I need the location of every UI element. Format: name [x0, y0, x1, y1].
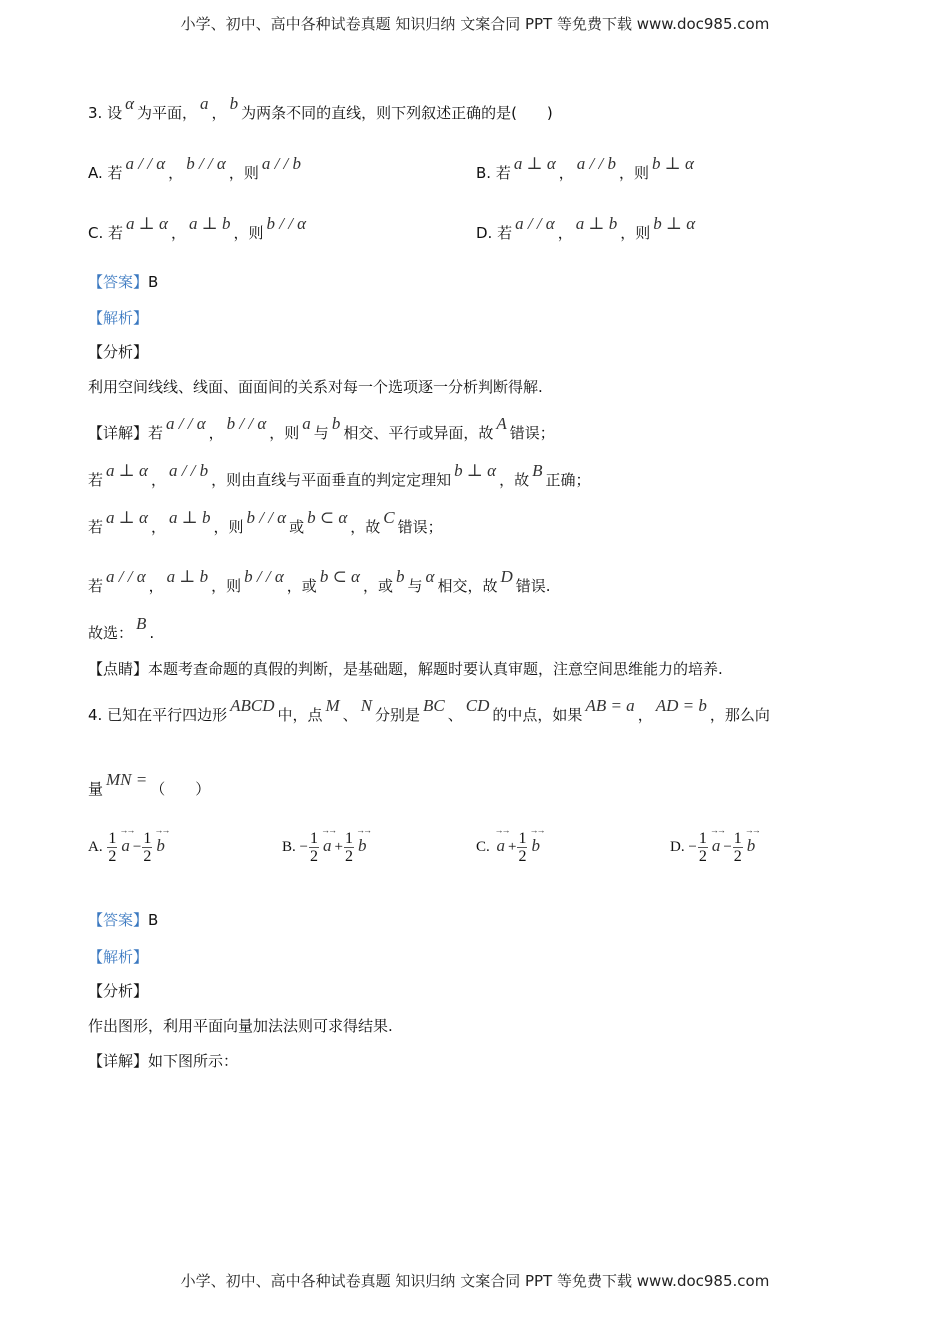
text-run: 、: [447, 706, 463, 724]
math-expression: b: [229, 94, 239, 113]
text-run: C.: [476, 838, 494, 855]
math-expression: a ⊥ b: [166, 567, 209, 586]
text-run: （ ）: [150, 780, 211, 798]
text-run: ，则: [269, 424, 300, 442]
fraction-numerator: 1: [733, 830, 742, 847]
text-line: [88, 377, 543, 397]
text-run: ，: [150, 471, 166, 489]
math-expression: B: [532, 461, 543, 480]
math-expression: b / / α: [244, 567, 284, 586]
text-run: 【详解】如下图所示：: [88, 1052, 239, 1070]
math-expression: b ⊥ α: [653, 214, 696, 233]
math-expression: a / / α: [166, 414, 206, 433]
vector-symbol: →→ a: [712, 836, 721, 855]
fraction: [344, 830, 354, 865]
math-expression: a: [200, 94, 209, 113]
math-expression: a / / b: [168, 461, 209, 480]
text-line: [88, 508, 443, 537]
math-expression: a: [302, 414, 311, 433]
text-run: 的中点，如果: [492, 706, 583, 724]
text-run: 中，点: [277, 706, 323, 724]
text-run: C. 若: [88, 224, 124, 242]
text-line: [88, 981, 148, 1001]
math-expression: ABCD: [230, 696, 275, 715]
math-expression: b ⊂ α: [319, 567, 360, 586]
text-run: A.: [88, 838, 107, 855]
choice-option: [88, 154, 304, 183]
fraction-denominator: 2: [698, 848, 707, 865]
text-line: [88, 308, 148, 328]
text-run: 【详解】若: [88, 424, 164, 442]
text-run: 利用空间线线、线面、面面间的关系对每一个选项逐一分析判断得解.: [88, 378, 543, 396]
math-expression: a / / α: [125, 154, 166, 173]
fraction-numerator: 1: [698, 830, 707, 847]
text-run: 作出图形，利用平面向量加法法则可求得结果.: [88, 1017, 393, 1035]
math-expression: α: [125, 94, 135, 113]
math-expression: AD = b: [655, 696, 707, 715]
choice-option: [476, 214, 698, 243]
math-expression: a / / b: [576, 154, 616, 173]
text-run: ，则: [213, 518, 244, 536]
fraction: [733, 830, 743, 865]
text-run: B.: [282, 838, 300, 855]
text-run: ，那么向: [709, 706, 770, 724]
text-line: [88, 342, 148, 362]
text-run: 相交、平行或异面，故: [343, 424, 494, 442]
choice-option: [282, 830, 369, 865]
fraction-denominator: 2: [143, 848, 152, 865]
math-expression: D: [500, 567, 513, 586]
text-run: 【分析】: [88, 982, 149, 1000]
math-expression: a ⊥ α: [513, 154, 556, 173]
fraction-numerator: 1: [309, 830, 318, 847]
text-line: [88, 414, 555, 443]
text-run: B: [148, 911, 159, 929]
section-label: 【答案】: [88, 911, 149, 929]
fraction-numerator: 1: [143, 830, 152, 847]
choice-option: [670, 830, 758, 865]
math-expression: b / / α: [186, 154, 226, 173]
fraction-numerator: 1: [518, 830, 527, 847]
math-expression: b: [331, 414, 341, 433]
text-run: B: [148, 273, 159, 291]
vector-symbol: →→ a: [121, 836, 130, 855]
text-run: ，: [558, 164, 574, 182]
math-expression: a ⊥ b: [575, 214, 618, 233]
math-expression: M: [325, 696, 340, 715]
text-run: 故选：: [88, 624, 134, 642]
section-label: 【解析】: [88, 309, 149, 327]
fraction-denominator: 2: [309, 848, 318, 865]
math-operator: −: [723, 838, 732, 855]
math-expression: a ⊥ α: [106, 461, 148, 480]
math-expression: b ⊂ α: [307, 508, 348, 527]
text-run: 正确；: [545, 471, 591, 489]
text-line: [88, 947, 148, 967]
text-run: ，: [208, 424, 224, 442]
fraction-numerator: 1: [108, 830, 117, 847]
vector-symbol: →→ b: [156, 836, 165, 855]
text-run: ，故: [350, 518, 381, 536]
section-label: 【解析】: [88, 948, 149, 966]
text-run: ，或: [286, 577, 317, 595]
vector-symbol: →→ b: [358, 836, 367, 855]
math-expression: A: [496, 414, 507, 433]
math-expression: MN =: [106, 770, 148, 789]
math-expression: b ⊥ α: [454, 461, 497, 480]
text-line: [88, 1051, 238, 1071]
text-run: 与: [407, 577, 423, 595]
fraction: [309, 830, 319, 865]
text-run: 为两条不同的直线，则下列叙述正确的是( ): [241, 104, 553, 122]
text-run: ，: [148, 577, 164, 595]
text-run: ，: [168, 164, 184, 182]
section-label: 【答案】: [88, 273, 149, 291]
math-expression: a / / α: [515, 214, 555, 233]
vector-symbol: →→ b: [531, 836, 540, 855]
text-line: [88, 461, 591, 490]
choice-option: [88, 830, 168, 865]
text-line: [88, 614, 155, 643]
text-run: 分别是: [375, 706, 421, 724]
fraction-numerator: 1: [344, 830, 353, 847]
math-operator: −: [299, 838, 308, 855]
text-run: 错误；: [509, 424, 555, 442]
text-line: [88, 910, 158, 930]
math-expression: a ⊥ b: [168, 508, 211, 527]
math-expression: b / / α: [226, 414, 267, 433]
math-expression: CD: [465, 696, 490, 715]
fraction-denominator: 2: [518, 848, 527, 865]
text-run: ，: [211, 104, 227, 122]
text-run: ，则: [228, 164, 259, 182]
text-run: ，则: [211, 577, 242, 595]
fraction: [698, 830, 708, 865]
math-expression: C: [383, 508, 395, 527]
math-operator: +: [508, 838, 517, 855]
math-expression: a ⊥ α: [126, 214, 168, 233]
text-run: ，则: [618, 164, 649, 182]
vector-symbol: →→ a: [497, 836, 506, 855]
math-expression: N: [360, 696, 373, 715]
text-line: [88, 659, 723, 679]
math-expression: α: [425, 567, 435, 586]
text-run: ，故: [499, 471, 530, 489]
text-run: 若: [88, 518, 104, 536]
text-run: 量: [88, 780, 104, 798]
text-run: 4. 已知在平行四边形: [88, 706, 228, 724]
math-expression: b ⊥ α: [651, 154, 694, 173]
text-line: [88, 770, 211, 799]
text-run: B. 若: [476, 164, 511, 182]
text-run: 若: [88, 471, 104, 489]
page-header: 小学、初中、高中各种试卷真题 知识归纳 文案合同 PPT 等免费下载 www.doc985.com: [180, 15, 770, 33]
text-line: [88, 567, 551, 596]
math-operator: −: [132, 838, 142, 855]
fraction-denominator: 2: [733, 848, 742, 865]
text-line: [88, 94, 553, 123]
math-operator: +: [334, 838, 343, 855]
math-expression: b / / α: [246, 508, 287, 527]
text-line: [88, 1016, 393, 1036]
vector-symbol: →→ a: [323, 836, 332, 855]
text-run: ，: [557, 224, 573, 242]
text-run: 错误.: [515, 577, 551, 595]
choice-option: [476, 830, 543, 865]
text-run: A. 若: [88, 164, 123, 182]
fraction: [107, 830, 117, 865]
text-run: 【分析】: [88, 343, 149, 361]
text-run: ，: [150, 518, 166, 536]
text-line: [88, 272, 158, 292]
text-run: 为平面，: [137, 104, 198, 122]
fraction-denominator: 2: [108, 848, 117, 865]
math-operator: −: [688, 838, 697, 855]
fraction-denominator: 2: [344, 848, 353, 865]
text-run: ，: [170, 224, 186, 242]
fraction: [517, 830, 527, 865]
choice-option: [476, 154, 697, 183]
text-line: [88, 696, 770, 725]
text-run: D.: [670, 838, 689, 855]
text-run: 或: [289, 518, 305, 536]
text-run: 、: [342, 706, 358, 724]
text-run: ，: [637, 706, 653, 724]
text-run: 相交，故: [437, 577, 498, 595]
text-run: ，则: [620, 224, 651, 242]
math-expression: a ⊥ α: [106, 508, 148, 527]
math-expression: b / / α: [266, 214, 307, 233]
text-run: .: [149, 624, 155, 642]
text-run: ，则: [233, 224, 264, 242]
math-expression: B: [136, 614, 147, 633]
text-run: 3. 设: [88, 104, 123, 122]
math-expression: a / / α: [106, 567, 146, 586]
math-expression: a / / b: [261, 154, 302, 173]
text-run: ，或: [362, 577, 393, 595]
choice-option: [88, 214, 309, 243]
fraction: [142, 830, 152, 865]
text-run: ，则由直线与平面垂直的判定定理知: [211, 471, 452, 489]
text-run: D. 若: [476, 224, 513, 242]
text-run: 错误；: [397, 518, 443, 536]
text-run: 【点睛】本题考查命题的真假的判断，是基础题，解题时要认真审题，注意空间思维能力的培养.: [88, 660, 723, 678]
math-expression: a ⊥ b: [188, 214, 231, 233]
math-expression: AB = a: [585, 696, 635, 715]
vector-symbol: →→ b: [747, 836, 756, 855]
text-run: 若: [88, 577, 104, 595]
math-expression: BC: [423, 696, 445, 715]
math-expression: b: [396, 567, 405, 586]
text-run: 与: [313, 424, 329, 442]
page-footer: 小学、初中、高中各种试卷真题 知识归纳 文案合同 PPT 等免费下载 www.doc985.com: [180, 1272, 770, 1290]
